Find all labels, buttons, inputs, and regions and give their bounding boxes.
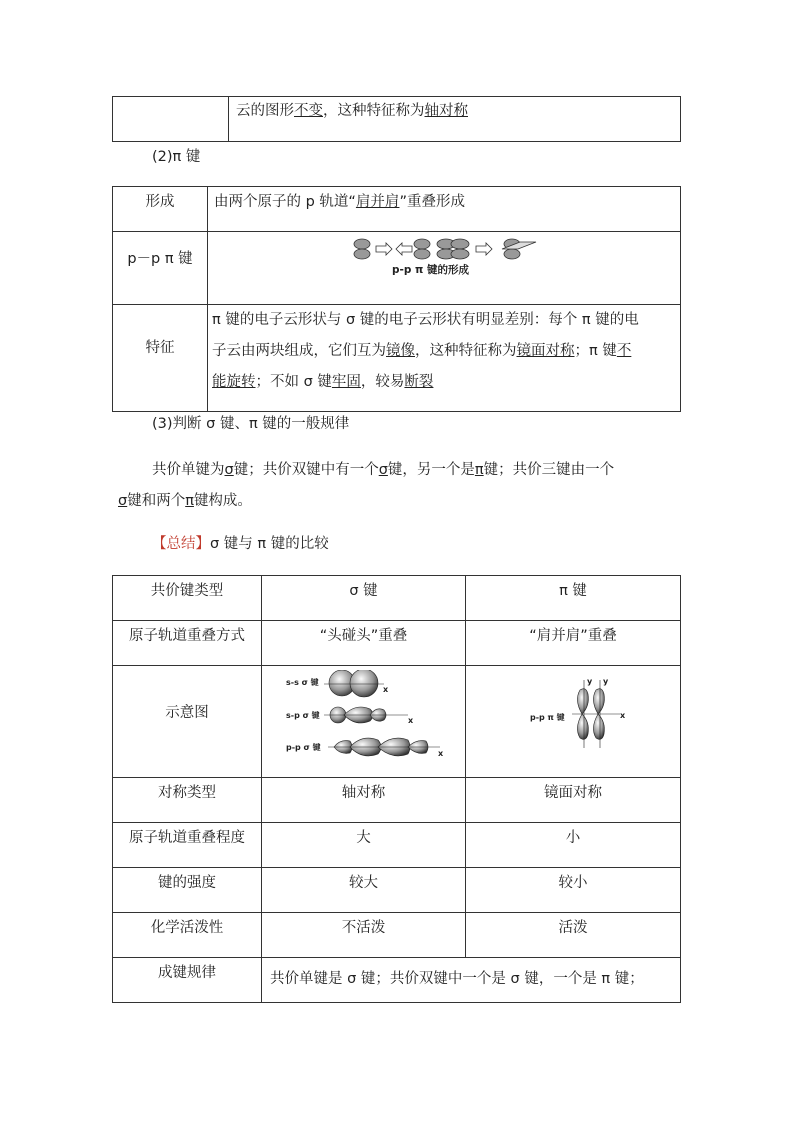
pi-bond-diagram [528,676,648,766]
sigma-diagram-cell [262,666,466,778]
header-pi: π 键 [466,576,681,621]
axis-y-1: y [587,677,593,686]
ppi-diagram-cell [208,232,681,305]
pp-pi-label: p-p π 键 [530,713,565,722]
rule-line-2: σ键和两个π键构成。 [118,493,252,509]
top-text-a: 云的图形 [236,103,294,119]
formation-text-a: 由两个原子的 p 轨道“ [214,194,356,210]
top-text-b: 不变 [294,103,323,119]
axis-x-1: x [383,685,389,694]
overlap-sigma: “头碰头”重叠 [262,621,466,666]
feature-text [208,305,681,412]
pi-diagram-cell [466,666,681,778]
rule-paragraph [118,455,683,517]
pi-heading: (2)π 键 [152,149,201,165]
ss-sigma-label: s-s σ 键 [286,678,319,687]
axis-y-2: y [603,677,609,686]
feature-line-3: 能旋转；不如 σ 键牢固，较易断裂 [212,374,434,390]
symmetry-pi: 镜面对称 [466,778,681,823]
activity-sigma: 不活泼 [262,913,466,958]
strength-label: 键的强度 [113,868,262,913]
ppi-label: p－p π 键 [113,232,208,305]
rule-text: 共价单键是 σ 键；共价双键中一个是 σ 键，一个是 π 键； [262,958,681,1003]
diagram-label: 示意图 [113,666,262,778]
sigma-bond-diagrams [284,670,484,770]
top-table [112,96,681,142]
ppi-caption: p-p π 键的形成 [392,264,470,276]
axis-x-3: x [438,749,444,758]
strength-pi: 较小 [466,868,681,913]
top-text-d: 轴对称 [424,103,468,119]
axis-x-pi: x [620,711,626,720]
sp-sigma-label: s-p σ 键 [286,711,320,720]
rule-heading: (3)判断 σ 键、π 键的一般规律 [152,416,350,432]
summary-heading [152,532,329,553]
top-table-text-cell [229,97,681,142]
strength-sigma: 较大 [262,868,466,913]
header-sigma: σ 键 [262,576,466,621]
symmetry-label: 对称类型 [113,778,262,823]
pi-table [112,186,681,412]
degree-label: 原子轨道重叠程度 [113,823,262,868]
activity-label: 化学活泼性 [113,913,262,958]
top-text-c: ，这种特征称为 [323,103,425,119]
formation-text-c: ”重叠形成 [399,194,465,210]
header-type: 共价键类型 [113,576,262,621]
formation-text-b: 肩并肩 [355,194,400,210]
formation-label: 形成 [113,187,208,232]
summary-title: σ 键与 π 键的比较 [210,536,329,552]
feature-label: 特征 [113,305,208,412]
overlap-label: 原子轨道重叠方式 [113,621,262,666]
feature-line-1: π 键的电子云形状与 σ 键的电子云形状有明显差别：每个 π 键的电 [212,312,639,328]
formation-text [208,187,681,232]
axis-x-2: x [408,716,414,725]
degree-pi: 小 [466,823,681,868]
overlap-pi: “肩并肩”重叠 [466,621,681,666]
feature-line-2: 子云由两块组成，它们互为镜像，这种特征称为镜面对称；π 键不 [212,343,632,359]
compare-table [112,575,681,1003]
symmetry-sigma: 轴对称 [262,778,466,823]
rule-label: 成键规律 [113,958,262,1003]
summary-tag: 【总结】 [152,536,210,552]
activity-pi: 活泼 [466,913,681,958]
ppi-formation-diagram [352,238,542,260]
pp-sigma-label: p-p σ 键 [286,743,321,752]
rule-line-1: 共价单键为σ键；共价双键中有一个σ键，另一个是π键；共价三键由一个 [152,462,615,478]
top-table-empty-cell [113,97,229,142]
degree-sigma: 大 [262,823,466,868]
